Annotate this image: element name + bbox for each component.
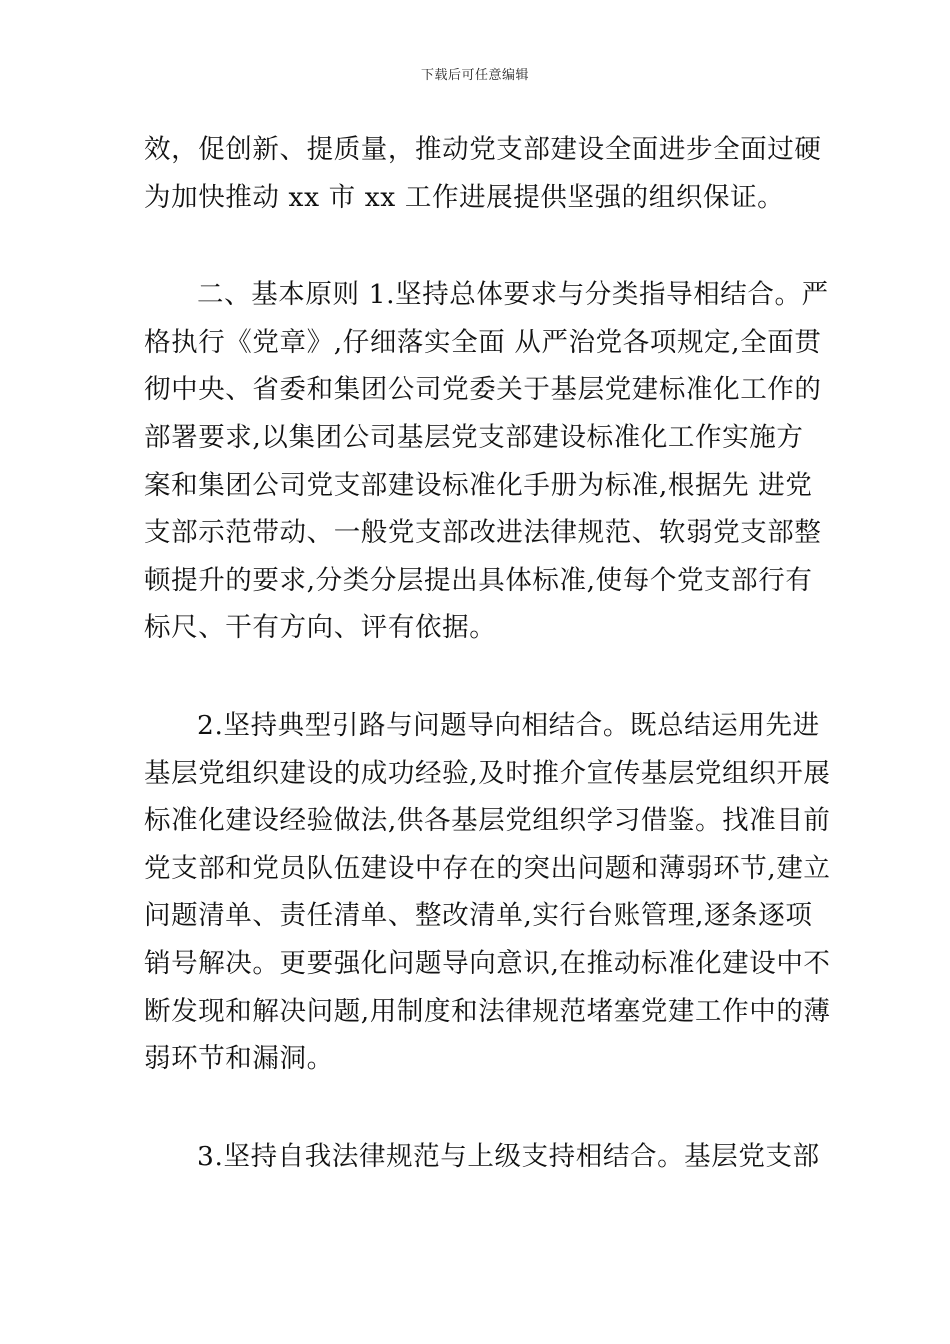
text-line: 顿提升的要求,分类分层提出具体标准,使每个党支部行有: [144, 564, 813, 596]
text-line: 标尺、干有方向、评有依据。: [144, 612, 497, 644]
page-header-note: 下载后可任意编辑: [420, 68, 529, 83]
text-line: 二、基本原则 1.坚持总体要求与分类指导相结合。严: [197, 279, 829, 311]
paragraph-1: [144, 126, 822, 221]
text-line: 2.坚持典型引路与问题导向相结合。既总结运用先进: [197, 709, 820, 741]
text-line: 3.坚持自我法律规范与上级支持相结合。基层党支部: [197, 1140, 820, 1172]
text-line: 基层党组织建设的成功经验,及时推介宣传基层党组织开展: [144, 757, 831, 789]
text-line: 支部示范带动、一般党支部改进法律规范、软弱党支部整: [144, 517, 822, 549]
paragraph-3-typical-guidance: [144, 702, 831, 1083]
text-line: 销号解决。更要强化问题导向意识,在推动标准化建设中不: [144, 947, 831, 979]
text-line: 案和集团公司党支部建设标准化手册为标准,根据先 进党: [144, 469, 813, 501]
text-line: 断发现和解决问题,用制度和法律规范堵塞党建工作中的薄: [144, 995, 831, 1027]
text-line: 党支部和党员队伍建设中存在的突出问题和薄弱环节,建立: [144, 852, 831, 884]
paragraph-4-self-regulation: [144, 1133, 820, 1181]
text-line: 彻中央、省委和集团公司党委关于基层党建标准化工作的: [144, 374, 822, 406]
text-line: 问题清单、责任清单、整改清单,实行台账管理,逐条逐项: [144, 900, 813, 932]
text-line: 标准化建设经验做法,供各基层党组织学习借鉴。找准目前: [144, 805, 831, 837]
document-body: [144, 126, 831, 1180]
text-line: 部署要求,以集团公司基层党支部建设标准化工作实施方: [144, 421, 804, 453]
text-line: 为加快推动 xx 市 xx 工作进展提供坚强的组织保证。: [144, 181, 785, 213]
paragraph-2-basic-principles: [144, 271, 829, 652]
text-line: 弱环节和漏洞。: [144, 1043, 334, 1075]
text-line: 格执行《党章》,仔细落实全面 从严治党各项规定,全面贯: [144, 326, 822, 358]
text-line: 效，促创新、提质量，推动党支部建设全面进步全面过硬: [144, 134, 822, 165]
